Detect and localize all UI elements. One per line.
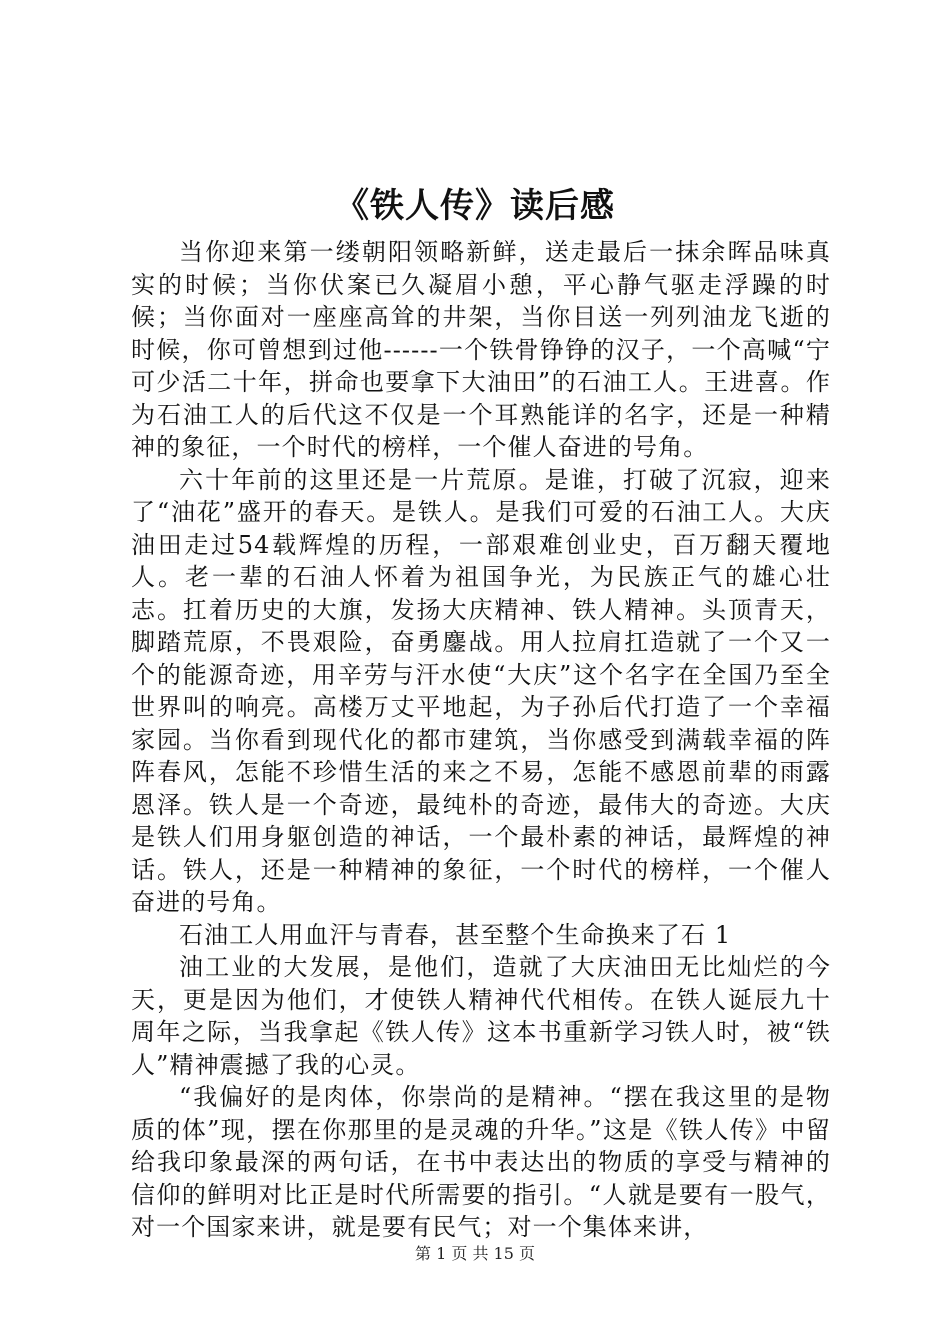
paragraph: 石油工人用血汗与青春，甚至整个生命换来了石 1 <box>179 920 732 949</box>
page-footer: 第 1 页 共 15 页 <box>415 1244 535 1263</box>
paragraph: “我偏好的是肉体，你崇尚的是精神。“摆在我这里的是物质的体”现，摆在你那里的是灵魂的升华。”这是《铁人传》中留给我印象最深的两句话，在书中表达出的物质的享受与精神的信仰的鲜明对比正是时代所需要的指引。“人就是要有一股气，对一个国家来讲，就是要有民气；对一个集体来讲， <box>131 1083 831 1241</box>
paragraph: 油工业的大发展，是他们，造就了大庆油田无比灿烂的今天，更是因为他们，才使铁人精神代代相传。在铁人诞辰九十周年之际，当我拿起《铁人传》这本书重新学习铁人时，被“铁人”精神震撼了我的心灵。 <box>131 953 831 1079</box>
paragraph: 六十年前的这里还是一片荒原。是谁，打破了沉寂，迎来了“油花”盛开的春天。是铁人。是我们可爱的石油工人。大庆油田走过54载辉煌的历程，一部艰难创业史，百万翻天覆地人。老一辈的石油人怀着为祖国争光，为民族正气的雄心壮志。扛着历史的大旗，发扬大庆精神、铁人精神。头顶青天，脚踏荒原，不畏艰险，奋勇鏖战。用人拉肩扛造就了一个又一个的能源奇迹，用辛劳与汗水使“大庆”这个名字在全国乃至全世界叫的响亮。高楼万丈平地起，为子孙后代打造了一个幸福家园。当你看到现代化的都市建筑，当你感受到满载幸福的阵阵春风，怎能不珍惜生活的来之不易，怎能不感恩前辈的雨露恩泽。铁人是一个奇迹，最纯朴的奇迹，最伟大的奇迹。大庆是铁人们用身躯创造的神话，一个最朴素的神话，最辉煌的神话。铁人，还是一种精神的象征，一个时代的榜样，一个催人奋进的号角。 <box>131 465 831 916</box>
paragraph: 当你迎来第一缕朝阳领略新鲜，送走最后一抹余晖品味真实的时候；当你伏案已久凝眉小憩，平心静气驱走浮躁的时候；当你面对一座座高耸的井架，当你目送一列列油龙飞逝的时候，你可曾想到过他------一个铁骨铮铮的汉子，一个高喊“宁可少活二十年，拼命也要拿下大油田”的石油工人。王进喜。作为石油工人的后代这不仅是一个耳熟能详的名字，还是一种精神的象征，一个时代的榜样，一个催人奋进的号角。 <box>131 238 831 461</box>
document-title: 《铁人传》读后感 <box>335 186 615 226</box>
document-body <box>131 236 831 1244</box>
